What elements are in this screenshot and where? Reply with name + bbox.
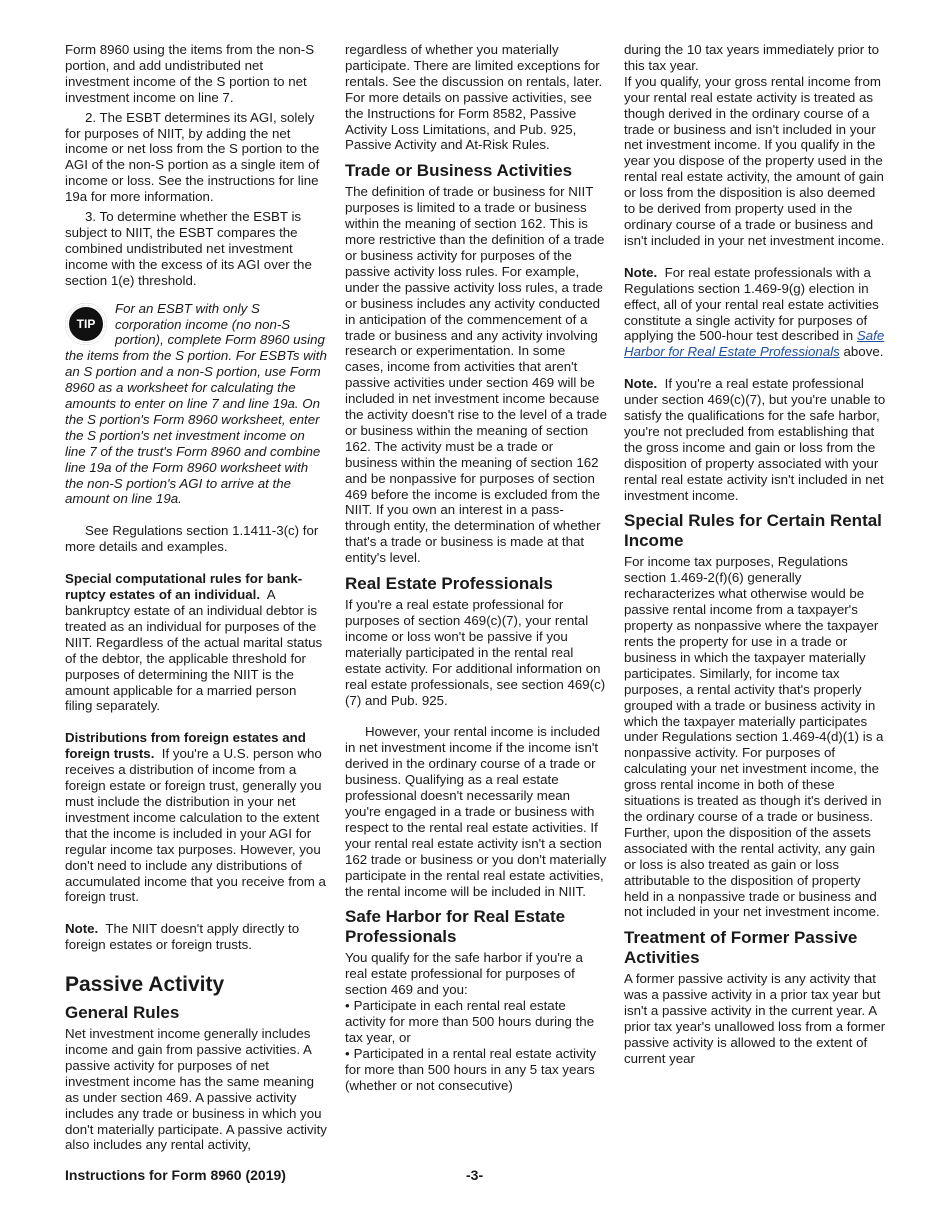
paragraph: The definition of trade or business for NIIT purposes is limited to a trade or business within the meaning of section 162. This is more restrictive than the definition of a trade or business activity for purposes of the passive activity loss rules. For example, under the passive activity loss rules, a trade or business includes any activity conducted in anticipation of the commencement of a trade or business and any activity involving research or experimentation. In some cases, income from activities that aren't passive activities under section 469 will be included in net investment income because the activity doesn't rise to the level of a trade or business within the meaning of section 162. The activity must be a trade or business within the meaning of section 162 and be nonpassive for purposes of section 469 before the income is excluded from the NIIT. If you own an interest in a pass-through entity, the determination of whether that's a trade or business is made at that entity's level. (345, 184, 607, 566)
section-heading: Passive Activity (65, 973, 225, 997)
note-label: Note. (624, 376, 658, 392)
paragraph: If you're a real estate professional for purposes of section 469(c)(7), your rental income or loss won't be passive if you materially participated in the rental real estate activity. For additional information on real estate professionals, see section 469(c)(7) and Pub. 925. (345, 597, 606, 708)
paragraph: regardless of whether you materially participate. There are limited exceptions for rentals. See the discussion on rentals, later. For more details on passive activities, see the Instructions for Form 8582, Passive Activity Loss Limitations, and Pub. 925, Passive Activity and At-Risk Rules. (345, 42, 603, 153)
paragraph: However, your rental income is included in net investment income if the income isn't derived in the ordinary course of a trade or business. Qualifying as a real estate professional doesn't necessarily mean you're engaged in a trade or business with respect to the rental real estate activities. If your rental real estate activity isn't a section 162 trade or business or you don't materially participate in the rental real estate activities, the rental income will be included in NIIT. (345, 724, 607, 899)
note: Note. For real estate professionals with a Regulations section 1.469-9(g) election in effect, all of your rental real estate activities constitute a single activity for purposes of applying the 500-hour test described in Safe Harbor for Real Estate Professionals above. (624, 264, 885, 360)
footer-title: Instructions for Form 8960 (2019) (65, 1167, 286, 1183)
list-item: • Participated in a rental real estate activity for more than 500 hours in any 5 tax years (whether or not consecutive) (345, 1045, 597, 1093)
bullet-list (345, 998, 607, 1093)
bullet-icon: • (345, 1045, 350, 1061)
paragraph-bankruptcy: Special computational rules for bank-ruptcy estates of an individual. A bankruptcy estate of an individual debtor is treated as an individual for purposes of the NIIT. Regardless of the actual marital status of the debtor, the applicable threshold for purposes of determining the NIIT is the amount applicable for a married person filing separately. (65, 571, 323, 714)
paragraph: during the 10 tax years immediately prior to this tax year. (624, 42, 879, 73)
subsection-heading: Safe Harbor for Real Estate Professionals (345, 907, 566, 947)
runin-heading: Distributions from foreign estates and foreign trusts. (65, 730, 306, 762)
column-3 (624, 42, 886, 1067)
paragraph: If you qualify, your gross rental income from your rental real estate activity is treated as though derived in the ordinary course of a trade or business and isn't included in your net investment income. If you qualify in the year you dispose of the property used in the rental real estate activity, the amount of gain or loss from the disposition is also deemed to be derived from property used in the ordinary course of a trade or business and isn't included in your net investment income. (624, 73, 885, 248)
paragraph: You qualify for the safe harbor if you're a real estate professional for purposes of section 469 and you: (345, 950, 583, 998)
paragraph: Form 8960 using the items from the non-S portion, and add undistributed net investment income of the S portion to net investment income on line 7. (65, 42, 315, 105)
subsection-heading: Trade or Business Activities (345, 161, 573, 181)
note-label: Note. (624, 264, 658, 280)
paragraph: 2. The ESBT determines its AGI, solely for purposes of NIIT, by adding the net income or net loss from the S portion to the AGI of the non-S portion as a single item of income or loss. See the instructions for line 19a for more information. (65, 109, 320, 205)
subsection-heading: Treatment of Former Passive Activities (624, 928, 858, 968)
bullet-icon: • (345, 998, 350, 1014)
tip-text: For an ESBT with only S corporation income (no non-S portion), complete Form 8960 using the items from the S portion. For ESBTs with an S portion and a non-S portion, use Form 8960 as a worksheet for calculating the amounts to enter on line 7 and line 19a. On the S portion's Form 8960 worksheet, enter the S portion's net investment income on line 7 of the trust's Form 8960 and combine line 19a of the Form 8960 worksheet with the non-S portion's AGI to arrive at the amount on line 19a. (65, 300, 327, 507)
paragraph: For income tax purposes, Regulations section 1.469-2(f)(6) generally recharacterizes what otherwise would be passive rental income from a taxpayer's property as nonpassive where the taxpayer rents the property for use in a trade or business in which the taxpayer materially participates. Similarly, for income tax purposes, a rental activity that's properly grouped with a trade or business activity in which the taxpayer materially participates under Regulations section 1.469-4(d)(1) is a nonpassive activity. For purposes of calculating your net investment income, the gross rental income in both of these situations is treated as though it's derived in the ordinary course of a trade or business. Further, upon the disposition of the assets associated with the rental activity, any gain or loss is also treated as gain or loss attributable to the disposition of property held in a nonpassive trade or business and not included in your net investment income. (624, 554, 884, 920)
list-item: • Participate in each rental real estate activity for more than 500 hours during the tax year, or (345, 998, 595, 1045)
tip-box (65, 301, 327, 508)
runin-heading: Special computational rules for bank-ruptcy estates of an individual. (65, 571, 303, 603)
note: Note. If you're a real estate professional under section 469(c)(7), but you're unable to satisfy the qualifications for the safe harbor, you're not precluded from establishing that the gross income and gain or loss from the disposition of property associated with your rental real estate activity isn't included in net investment income. (624, 376, 886, 503)
note-label: Note. (65, 921, 99, 937)
tip-icon: TIP (65, 303, 107, 345)
subsection-heading: Special Rules for Certain Rental Income (624, 511, 882, 551)
column-1 (65, 42, 327, 1153)
note: Note. The NIIT doesn't apply directly to foreign estates or foreign trusts. (65, 921, 300, 953)
subsection-heading: Real Estate Professionals (345, 574, 553, 594)
paragraph: A former passive activity is any activity that was a passive activity in a prior tax year but isn't a passive activity in the current year. A prior tax year's unallowed loss from a former passive activity is allowed to the extent of current year (624, 971, 886, 1066)
paragraph: 3. To determine whether the ESBT is subject to NIIT, the ESBT compares the combined undistributed net investment income with the excess of its AGI over the section 1(e) threshold. (65, 209, 312, 288)
paragraph-distributions: Distributions from foreign estates and foreign trusts. If you're a U.S. person who receives a distribution of income from a foreign estate or foreign trust, generally you must include the distribution in your net investment income calculation to the extent that the income is included in your AGI for regular income tax purposes. However, you don't need to include any distributions of accumulated income that you receive from a foreign trust. (65, 730, 326, 905)
paragraph: Net investment income generally includes income and gain from passive activities. A passive activity for purposes of net investment income has the same meaning as under section 469. A passive activity includes any trade or business in which you don't materially participate. A passive activity also includes any rental activity, (65, 1026, 327, 1153)
column-2 (345, 42, 607, 1094)
cross-reference-link[interactable]: Safe Harbor for Real Estate Professionals (624, 328, 885, 360)
subsection-heading: General Rules (65, 1003, 180, 1023)
paragraph: See Regulations section 1.1411-3(c) for more details and examples. (65, 523, 319, 555)
page-number: -3- (466, 1167, 484, 1183)
